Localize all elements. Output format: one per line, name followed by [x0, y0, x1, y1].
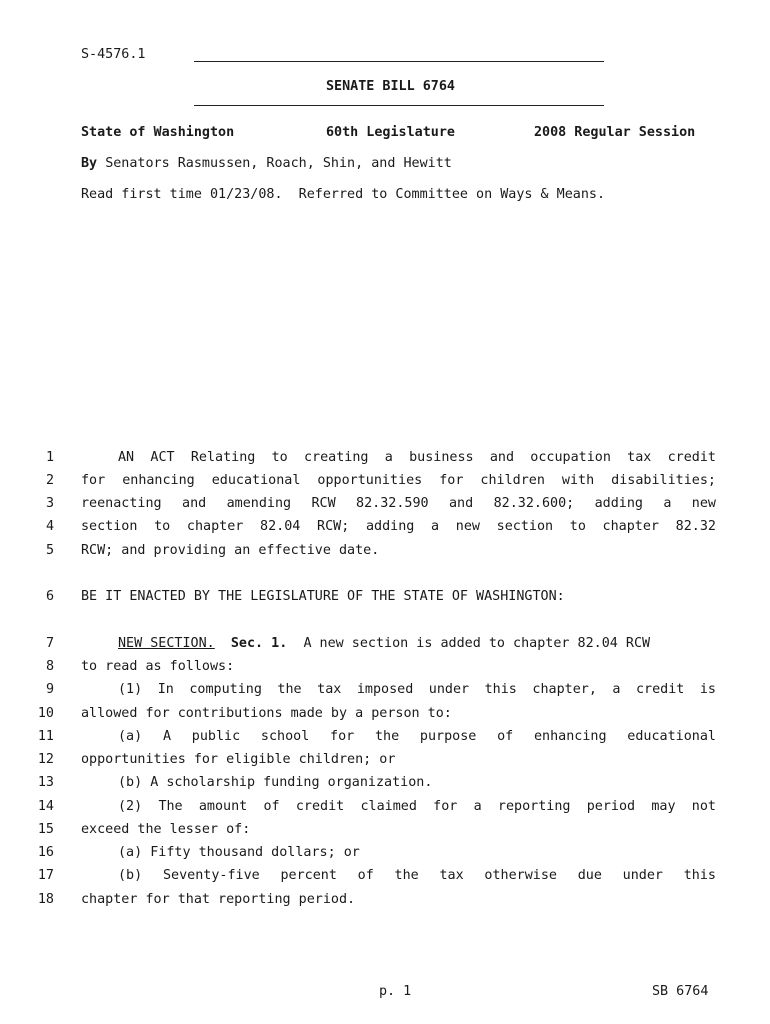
- line-number: 18: [37, 892, 54, 907]
- text-line: section to chapter 82.04 RCW; adding a new section to chapter 82.32: [81, 519, 716, 534]
- text-line: reenacting and amending RCW 82.32.590 and 82.32.600; adding a new: [81, 496, 716, 511]
- header-rule-top: [194, 61, 604, 62]
- text-line: opportunities for eligible children; or: [81, 752, 396, 767]
- section-heading-line: NEW SECTION. Sec. 1. A new section is added to chapter 82.04 RCW: [118, 636, 651, 651]
- line-number: 8: [45, 659, 54, 674]
- bill-title: SENATE BILL 6764: [326, 79, 455, 94]
- text-line: exceed the lesser of:: [81, 822, 251, 837]
- new-section-label: NEW SECTION.: [118, 636, 215, 651]
- line-number: 3: [45, 496, 54, 511]
- line-number: 16: [37, 845, 54, 860]
- line-number: 17: [37, 868, 54, 883]
- line-number: 9: [45, 682, 54, 697]
- text-line: AN ACT Relating to creating a business and occupation tax credit: [118, 450, 716, 465]
- page-number: p. 1: [379, 984, 412, 999]
- line-number: 6: [45, 589, 54, 604]
- text-line: (b) A scholarship funding organization.: [118, 775, 433, 790]
- text-line: RCW; and providing an effective date.: [81, 543, 380, 558]
- line-number: 14: [37, 799, 54, 814]
- read-first-line: Read first time 01/23/08. Referred to Committee on Ways & Means.: [81, 187, 606, 202]
- line-number: 11: [37, 729, 54, 744]
- section-number: Sec. 1.: [230, 636, 288, 651]
- header-rule-bottom: [194, 105, 604, 106]
- line-number: 7: [45, 636, 54, 651]
- enacting-clause: BE IT ENACTED BY THE LEGISLATURE OF THE STATE OF WASHINGTON:: [81, 589, 565, 604]
- text-line: (2) The amount of credit claimed for a reporting period may not: [118, 799, 716, 814]
- line-number: 13: [37, 775, 54, 790]
- legislature-label: 60th Legislature: [326, 125, 455, 140]
- line-number: 1: [45, 450, 54, 465]
- line-number: 5: [45, 543, 54, 558]
- session-label: 2008 Regular Session: [534, 125, 696, 140]
- line-number: 4: [45, 519, 54, 534]
- text-line: to read as follows:: [81, 659, 235, 674]
- line-number: 2: [45, 473, 54, 488]
- sponsors-line: [81, 156, 452, 172]
- line-number: 12: [37, 752, 54, 767]
- state-label: State of Washington: [81, 125, 235, 140]
- by-label: By: [81, 156, 98, 171]
- text-line: (b) Seventy-five percent of the tax otherwise due under this: [118, 868, 716, 883]
- text-line: allowed for contributions made by a person to:: [81, 706, 452, 721]
- line-number: 15: [37, 822, 54, 837]
- footer-bill-reference: SB 6764: [652, 984, 709, 999]
- line-number: 10: [37, 706, 54, 721]
- sponsors: Senators Rasmussen, Roach, Shin, and Hewitt: [105, 156, 452, 171]
- text-line: (a) Fifty thousand dollars; or: [118, 845, 360, 860]
- document-code: S-4576.1: [81, 47, 146, 62]
- text-line: (a) A public school for the purpose of enhancing educational: [118, 729, 716, 744]
- text-line: (1) In computing the tax imposed under this chapter, a credit is: [118, 682, 716, 697]
- text-line: chapter for that reporting period.: [81, 892, 356, 907]
- text-line: for enhancing educational opportunities for children with disabilities;: [81, 473, 716, 488]
